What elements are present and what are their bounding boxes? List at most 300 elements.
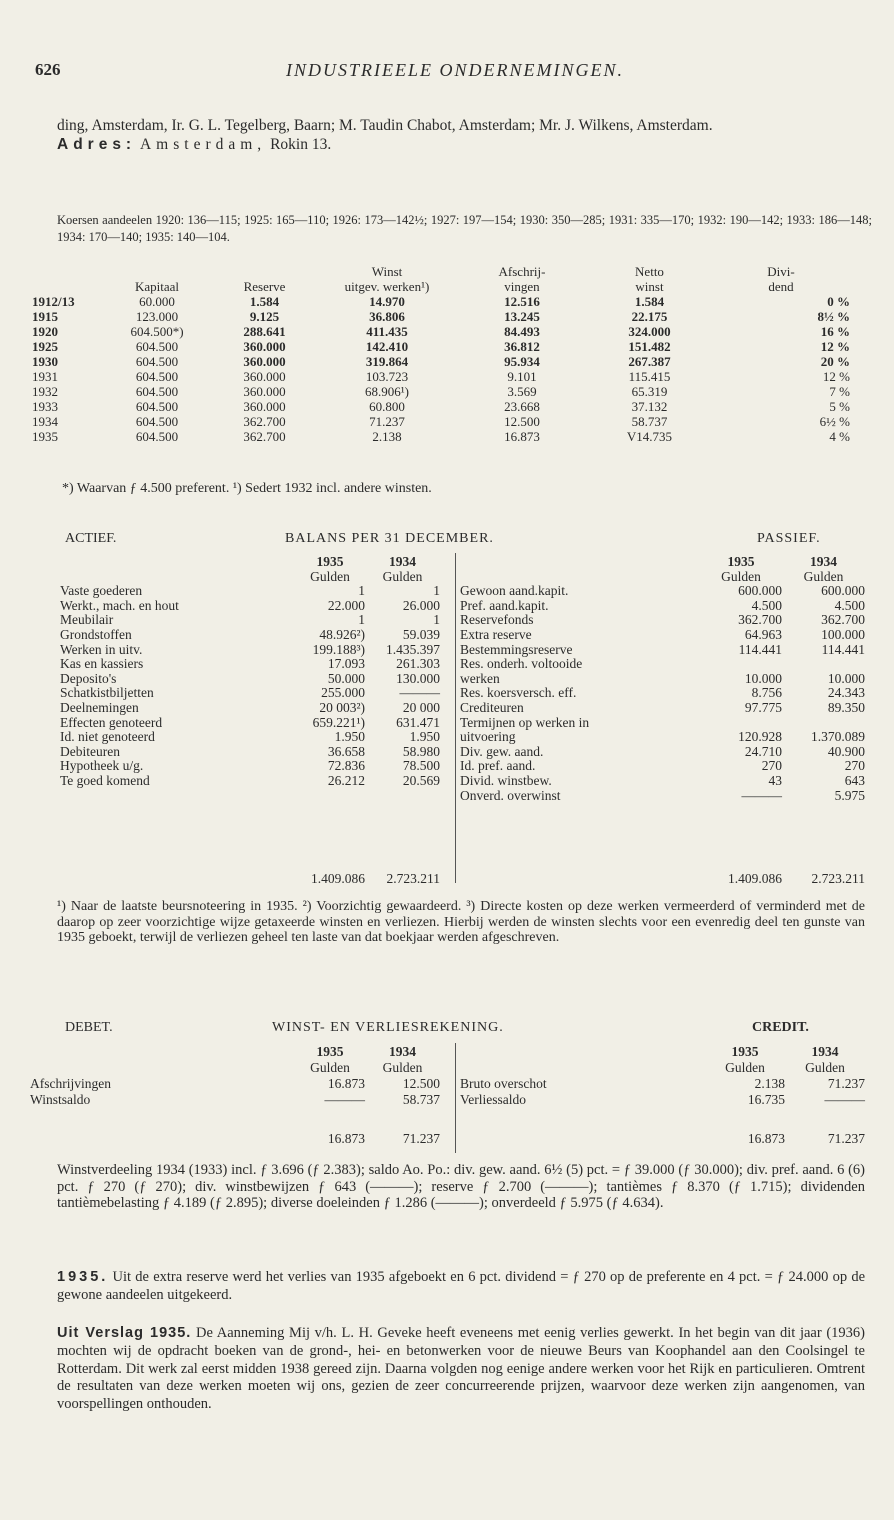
passief-value-1935: 270 xyxy=(761,758,782,774)
actief-label: Deposito's xyxy=(60,670,117,686)
actief-total-1935: 1.409.086 xyxy=(311,871,365,886)
results-year: 1934 xyxy=(32,414,58,429)
address-label: Adres: xyxy=(57,136,137,153)
passief-label: Crediteuren xyxy=(460,699,524,715)
passief-value-1934: 24.343 xyxy=(827,685,865,701)
passief-row xyxy=(460,613,865,628)
results-cell: 13.245 xyxy=(504,309,540,324)
actief-year-1935: 1935 xyxy=(316,554,344,569)
address-city: Amsterdam, xyxy=(139,136,267,153)
passief-row xyxy=(460,701,865,716)
credit-label: Verliessaldo xyxy=(460,1092,526,1107)
credit-table xyxy=(460,1044,865,1108)
actief-value-1934: 261.303 xyxy=(396,656,440,672)
actief-value-1934: 78.500 xyxy=(402,758,440,774)
results-cell: 360.000 xyxy=(243,339,286,354)
passief-label: Id. pref. aand. xyxy=(460,758,536,774)
passief-value-1935: 114.441 xyxy=(738,641,782,657)
results-year: 1925 xyxy=(32,339,58,354)
results-cell: 60.000 xyxy=(139,294,175,309)
results-header-cell: Afschrij- xyxy=(498,264,546,279)
actief-value-1935: 22.000 xyxy=(327,597,365,613)
actief-value-1934: 20.569 xyxy=(402,772,440,788)
debet-spacer xyxy=(30,1044,295,1060)
passief-row xyxy=(460,628,865,643)
results-cell: 23.668 xyxy=(504,399,540,414)
actief-label: Werkt., mach. en hout xyxy=(60,597,179,613)
results-cell: 362.700 xyxy=(243,414,286,429)
results-year: 1920 xyxy=(32,324,58,339)
actief-label: Kas en kassiers xyxy=(60,656,144,672)
actief-value-1934: 20 000 xyxy=(402,699,440,715)
balans-footnotes: ¹) Naar de laatste beursnoteering in 1935. ²) Voorzichtig gewaardeerd. ³) Directe kosten op deze werken vermeerderd of verminderd met de daarop op zeer voorzichtige wijze getaxeerde winsten en verliezen. Hierbij werden de winsten slechts voor een evenredig deel ten gunste van 1935 geboekt, terwijl de verliezen geheel ten laste van dat boekjaar werden afgeschreven. xyxy=(57,899,865,945)
passief-value-1934 xyxy=(782,657,865,672)
results-cell: 0 % xyxy=(827,294,850,309)
credit-spacer xyxy=(460,1060,705,1076)
passief-row xyxy=(460,716,865,731)
results-footnote: *) Waarvan ƒ 4.500 preferent. ¹) Sedert 1932 incl. andere winsten. xyxy=(62,481,432,496)
actief-spacer xyxy=(60,570,295,585)
paragraph-1935-text: Uit de extra reserve werd het verlies van 1935 afgeboekt en 6 pct. dividend = ƒ 270 op de preferente en 4 pct. = ƒ 24.000 op de gewone aandeelen uitgekeerd. xyxy=(57,1269,866,1303)
passief-value-1935: 600.000 xyxy=(738,583,782,599)
passief-unit: Gulden xyxy=(803,568,844,584)
actief-value-1935: 659.221¹) xyxy=(312,714,365,730)
results-cell: 142.410 xyxy=(365,339,409,354)
verslag-label: Uit Verslag 1935. xyxy=(57,1325,192,1341)
actief-row xyxy=(60,774,440,789)
actief-label: Hypotheek u/g. xyxy=(60,758,144,774)
actief-total-1934: 2.723.211 xyxy=(386,871,440,886)
passief-unit: Gulden xyxy=(721,568,761,584)
actief-row xyxy=(60,584,440,599)
results-cell: 360.000 xyxy=(243,399,286,414)
actief-value-1934: 631.471 xyxy=(396,714,440,730)
results-cell: 103.723 xyxy=(365,369,409,384)
results-cell: 65.319 xyxy=(631,384,668,399)
debet-unit: Gulden xyxy=(382,1060,423,1075)
passief-row xyxy=(460,774,865,789)
actief-year-row xyxy=(60,555,440,570)
winst-divider xyxy=(455,1043,456,1153)
actief-row xyxy=(60,716,440,731)
passief-label: Bestemmingsreserve xyxy=(460,641,573,657)
actief-value-1935: 17.093 xyxy=(327,656,365,672)
actief-row xyxy=(60,643,440,658)
results-cell: 6½ % xyxy=(819,414,850,429)
actief-value-1934: 58.980 xyxy=(402,743,440,759)
actief-value-1934: 1.435.397 xyxy=(386,641,440,657)
results-cell: 362.700 xyxy=(243,429,286,444)
results-cell: 123.000 xyxy=(135,309,179,324)
results-cell: 4 % xyxy=(829,429,850,444)
actief-value-1935: 48.926²) xyxy=(319,626,365,642)
passief-year-row xyxy=(460,555,865,570)
results-cell: 95.934 xyxy=(504,354,540,369)
verslag-text: De Aanneming Mij v/h. L. H. Geveke heeft eveneens met eenig verlies gewerkt. In het begin van dit jaar (1936) mochten wij de opdracht boeken van de grond-, hei- en betonwerken voor de nieuwe Beurs van Koophandel aan den Coolsingel te Rotterdam. Dit werk zal eerst midden 1938 gereed zijn. Daarna volgden nog eenige andere werken voor het Rijk en particulieren. Omtrent de resultaten van deze werken moeten wij ons, gezien de zeer concurreerende prijzen, waarvoor deze werken zijn aangenomen, van voorspellingen onthouden. xyxy=(57,1325,866,1413)
passief-value-1934: 1.370.089 xyxy=(811,729,865,745)
actief-value-1934: 26.000 xyxy=(402,597,440,613)
actief-row xyxy=(60,759,440,774)
passief-table xyxy=(460,555,865,803)
results-row xyxy=(32,339,850,354)
results-cell: 267.387 xyxy=(628,354,671,369)
actief-value-1935: 199.188³) xyxy=(312,641,365,657)
actief-value-1935: 36.658 xyxy=(327,743,365,759)
results-row xyxy=(32,354,850,369)
passief-value-1935: 4.500 xyxy=(751,597,782,613)
results-row xyxy=(32,414,850,429)
passief-label: Onverd. overwinst xyxy=(460,787,561,803)
page-header xyxy=(35,60,875,84)
debet-value-1934: 58.737 xyxy=(402,1092,440,1107)
results-header-cell: Reserve xyxy=(243,279,286,294)
passief-row xyxy=(460,686,865,701)
passief-value-1934: 5.975 xyxy=(834,787,865,803)
results-header-cell: winst xyxy=(635,279,664,294)
passief-row xyxy=(460,789,865,804)
debet-year-1934: 1934 xyxy=(389,1044,416,1059)
debet-unit-row xyxy=(30,1060,440,1076)
actief-row xyxy=(60,613,440,628)
passief-total-1934: 2.723.211 xyxy=(811,871,865,886)
passief-row xyxy=(460,730,865,745)
actief-label: Schatkistbiljetten xyxy=(60,685,154,701)
results-cell: V14.735 xyxy=(626,429,673,444)
debet-year-row xyxy=(30,1044,440,1060)
debet-total-1935: 16.873 xyxy=(327,1131,365,1146)
results-cell: 604.500*) xyxy=(130,324,184,339)
passief-value-1935 xyxy=(700,716,782,731)
passief-value-1934: 362.700 xyxy=(821,612,865,628)
actief-value-1935: 20 003²) xyxy=(319,699,365,715)
actief-value-1935: 72.836 xyxy=(327,758,365,774)
actief-row xyxy=(60,657,440,672)
passief-label: uitvoering xyxy=(460,729,516,745)
actief-value-1934: 59.039 xyxy=(402,626,440,642)
results-row xyxy=(32,384,850,399)
results-cell: 604.500 xyxy=(135,369,179,384)
results-row xyxy=(32,369,850,384)
actief-value-1935: 255.000 xyxy=(321,685,365,701)
results-header-cell: uitgev. werken¹) xyxy=(344,279,430,294)
results-cell: 360.000 xyxy=(243,384,286,399)
results-row xyxy=(32,309,850,324)
passief-row xyxy=(460,657,865,672)
results-header-cell: Netto xyxy=(635,264,664,279)
passief-value-1935 xyxy=(700,657,782,672)
intro-paragraph xyxy=(57,116,865,154)
results-cell: 20 % xyxy=(820,354,850,369)
results-cell: 71.237 xyxy=(369,414,405,429)
results-year: 1932 xyxy=(32,384,58,399)
credit-row xyxy=(460,1092,865,1108)
results-header-row xyxy=(32,279,850,294)
passief-value-1935: 10.000 xyxy=(744,670,782,686)
credit-unit: Gulden xyxy=(805,1060,845,1075)
actief-label: Effecten genoteerd xyxy=(60,714,163,730)
actief-label: Grondstoffen xyxy=(60,626,132,642)
results-year: 1933 xyxy=(32,399,58,414)
credit-total-1934: 71.237 xyxy=(827,1131,865,1146)
actief-value-1934: ——— xyxy=(399,685,440,701)
passief-row xyxy=(460,672,865,687)
passief-label: Res. onderh. voltooide xyxy=(460,656,583,672)
actief-label: Deelnemingen xyxy=(60,699,139,715)
actief-row xyxy=(60,701,440,716)
results-cell: 604.500 xyxy=(135,339,179,354)
passief-value-1935: 120.928 xyxy=(738,729,782,745)
credit-row xyxy=(460,1076,865,1092)
results-cell: 7 % xyxy=(829,384,850,399)
passief-spacer xyxy=(460,570,700,585)
results-cell: 5 % xyxy=(829,399,850,414)
credit-total-row xyxy=(460,1132,865,1147)
results-header-cell: Divi- xyxy=(767,264,795,279)
results-cell: 604.500 xyxy=(135,354,179,369)
passief-label: Termijnen op werken in xyxy=(460,714,590,730)
results-row xyxy=(32,399,850,414)
actief-row xyxy=(60,730,440,745)
actief-label: Werken in uitv. xyxy=(60,641,143,657)
passief-value-1935: ——— xyxy=(741,787,782,803)
results-year: 1930 xyxy=(32,354,58,369)
results-cell: 22.175 xyxy=(631,309,668,324)
passief-value-1935: 64.963 xyxy=(744,626,782,642)
actief-unit: Gulden xyxy=(310,568,350,584)
actief-label: Id. niet genoteerd xyxy=(60,729,155,745)
results-header-cell xyxy=(32,264,102,279)
credit-year-1934: 1934 xyxy=(811,1044,839,1059)
results-cell: 2.138 xyxy=(372,429,402,444)
results-cell: 12 % xyxy=(822,369,850,384)
credit-year-1935: 1935 xyxy=(731,1044,759,1059)
results-cell: 58.737 xyxy=(631,414,668,429)
actief-row xyxy=(60,686,440,701)
results-table xyxy=(32,264,850,444)
results-cell: 12 % xyxy=(820,339,850,354)
results-cell: 8½ % xyxy=(817,309,850,324)
actief-value-1934: 1 xyxy=(433,612,440,628)
actief-value-1935: 1 xyxy=(358,612,365,628)
results-cell: 16 % xyxy=(820,324,850,339)
actief-value-1935: 50.000 xyxy=(327,670,365,686)
balans-title: BALANS PER 31 DECEMBER. xyxy=(285,531,494,546)
results-header-cell xyxy=(32,279,102,294)
credit-value-1934: 71.237 xyxy=(827,1076,865,1091)
address-street: Rokin 13. xyxy=(270,136,332,153)
paragraph-1935-label: 1935. xyxy=(57,1269,109,1285)
debet-label: Afschrijvingen xyxy=(30,1076,111,1091)
passief-row xyxy=(460,599,865,614)
passief-year-1934: 1934 xyxy=(810,554,837,569)
passief-value-1934: 10.000 xyxy=(827,670,865,686)
passief-value-1935: 97.775 xyxy=(744,699,782,715)
running-title: INDUSTRIEELE ONDERNEMINGEN. xyxy=(286,60,624,80)
passief-value-1935: 362.700 xyxy=(738,612,782,628)
actief-label: Debiteuren xyxy=(60,743,120,759)
results-cell: 151.482 xyxy=(628,339,671,354)
debet-total-row xyxy=(30,1132,440,1147)
credit-unit: Gulden xyxy=(725,1060,765,1075)
results-cell: 16.873 xyxy=(504,429,540,444)
debet-table xyxy=(30,1044,440,1108)
passief-row xyxy=(460,759,865,774)
actief-value-1934: 1 xyxy=(433,583,440,599)
actief-unit-row xyxy=(60,570,440,585)
results-cell: 360.000 xyxy=(243,369,286,384)
results-header-cell: vingen xyxy=(504,279,540,294)
passief-total-row xyxy=(460,872,865,887)
credit-unit-row xyxy=(460,1060,865,1076)
balans-left-title: ACTIEF. xyxy=(65,531,117,546)
results-row xyxy=(32,429,850,444)
credit-year-row xyxy=(460,1044,865,1060)
paragraph-verslag xyxy=(57,1325,865,1414)
passief-label: Divid. winstbew. xyxy=(460,772,552,788)
debet-year-1935: 1935 xyxy=(316,1044,344,1059)
results-cell: 1.584 xyxy=(249,294,280,309)
results-cell: 288.641 xyxy=(243,324,286,339)
passief-value-1934: 643 xyxy=(844,772,865,788)
passief-label: Gewoon aand.kapit. xyxy=(460,583,569,599)
page-number: 626 xyxy=(35,60,61,79)
actief-unit: Gulden xyxy=(382,568,423,584)
passief-value-1934: 114.441 xyxy=(821,641,865,657)
intro-text: ding, Amsterdam, Ir. G. L. Tegelberg, Baarn; M. Taudin Chabot, Amsterdam; Mr. J. Wilkens, Amsterdam. xyxy=(57,117,713,134)
results-header-cell: dend xyxy=(768,279,794,294)
results-cell: 68.906¹) xyxy=(365,384,409,399)
passief-value-1934: 600.000 xyxy=(821,583,865,599)
results-cell: 604.500 xyxy=(135,384,179,399)
actief-value-1935: 26.212 xyxy=(327,772,365,788)
debet-value-1935: ——— xyxy=(324,1092,365,1107)
results-cell: 12.500 xyxy=(504,414,540,429)
credit-value-1935: 16.735 xyxy=(747,1092,785,1107)
debet-label: Winstsaldo xyxy=(30,1092,91,1107)
results-cell: 37.132 xyxy=(631,399,668,414)
passief-year-1935: 1935 xyxy=(727,554,755,569)
actief-value-1935: 1 xyxy=(358,583,365,599)
results-header-cell: Winst xyxy=(371,264,403,279)
actief-value-1934: 1.950 xyxy=(409,729,440,745)
passief-label: werken xyxy=(460,670,500,686)
debet-row xyxy=(30,1092,440,1108)
results-year: 1935 xyxy=(32,429,58,444)
results-cell: 14.970 xyxy=(369,294,405,309)
results-cell: 9.125 xyxy=(249,309,280,324)
debet-total-1934: 71.237 xyxy=(402,1131,440,1146)
passief-value-1935: 24.710 xyxy=(744,743,782,759)
actief-total-row xyxy=(60,872,440,887)
paragraph-1935 xyxy=(57,1268,865,1304)
passief-spacer xyxy=(460,555,700,570)
passief-row xyxy=(460,745,865,760)
actief-spacer xyxy=(60,555,295,570)
passief-label: Pref. aand.kapit. xyxy=(460,597,549,613)
actief-year-1934: 1934 xyxy=(389,554,416,569)
results-cell: 36.812 xyxy=(504,339,540,354)
results-year: 1931 xyxy=(32,369,58,384)
passief-value-1934 xyxy=(782,716,865,731)
actief-row xyxy=(60,599,440,614)
results-cell: 12.516 xyxy=(504,294,540,309)
passief-value-1934: 270 xyxy=(844,758,865,774)
passief-value-1935: 8.756 xyxy=(751,685,782,701)
passief-row xyxy=(460,643,865,658)
credit-spacer xyxy=(460,1044,705,1060)
actief-value-1935: 1.950 xyxy=(334,729,365,745)
winst-left-title: DEBET. xyxy=(65,1020,113,1035)
results-row xyxy=(32,294,850,309)
passief-unit-row xyxy=(460,570,865,585)
debet-unit: Gulden xyxy=(310,1060,350,1075)
balans-right-title: PASSIEF. xyxy=(757,531,821,546)
passief-value-1934: 89.350 xyxy=(827,699,865,715)
passief-value-1934: 4.500 xyxy=(834,597,865,613)
winst-right-title: CREDIT. xyxy=(752,1020,809,1035)
results-header-cell xyxy=(212,264,317,279)
passief-row xyxy=(460,584,865,599)
results-cell: 60.800 xyxy=(369,399,405,414)
passief-label: Div. gew. aand. xyxy=(460,743,544,759)
results-year: 1915 xyxy=(32,309,58,324)
credit-value-1934: ——— xyxy=(824,1092,865,1107)
results-cell: 9.101 xyxy=(507,369,537,384)
results-cell: 604.500 xyxy=(135,399,179,414)
passief-label: Reservefonds xyxy=(460,612,534,628)
actief-table xyxy=(60,555,440,789)
results-cell: 604.500 xyxy=(135,414,179,429)
results-cell: 3.569 xyxy=(507,384,537,399)
passief-value-1935: 43 xyxy=(768,772,782,788)
koersen-line: Koersen aandeelen 1920: 136—115; 1925: 165—110; 1926: 173—142½; 1927: 197—154; 1930: 350—285; 1931: 335—170; 1932: 190—142; 1933: 186—148; 1934: 170—140; 1935: 140—104. xyxy=(57,213,872,244)
results-header-cell xyxy=(102,264,212,279)
debet-row xyxy=(30,1076,440,1092)
results-cell: 319.864 xyxy=(365,354,409,369)
results-header-row xyxy=(32,264,850,279)
results-row xyxy=(32,324,850,339)
results-cell: 604.500 xyxy=(135,429,179,444)
results-cell: 84.493 xyxy=(504,324,540,339)
actief-row xyxy=(60,672,440,687)
debet-value-1934: 12.500 xyxy=(402,1076,440,1091)
passief-value-1934: 40.900 xyxy=(827,743,865,759)
results-cell: 360.000 xyxy=(243,354,286,369)
passief-label: Res. koersversch. eff. xyxy=(460,685,577,701)
passief-total-1935: 1.409.086 xyxy=(728,871,782,886)
actief-label: Te goed komend xyxy=(60,772,150,788)
results-cell: 1.584 xyxy=(634,294,665,309)
passief-value-1934: 100.000 xyxy=(821,626,865,642)
credit-label: Bruto overschot xyxy=(460,1076,547,1091)
actief-label: Vaste goederen xyxy=(60,583,143,599)
passief-label: Extra reserve xyxy=(460,626,532,642)
actief-row xyxy=(60,628,440,643)
winst-title: WINST- EN VERLIESREKENING. xyxy=(272,1020,504,1035)
actief-row xyxy=(60,745,440,760)
results-year: 1912/13 xyxy=(32,294,75,309)
debet-value-1935: 16.873 xyxy=(327,1076,365,1091)
results-header-cell: Kapitaal xyxy=(134,279,180,294)
credit-total-1935: 16.873 xyxy=(747,1131,785,1146)
results-cell: 36.806 xyxy=(369,309,405,324)
actief-label: Meubilair xyxy=(60,612,114,628)
results-cell: 411.435 xyxy=(366,324,408,339)
actief-value-1934: 130.000 xyxy=(396,670,440,686)
winstverdeeling: Winstverdeeling 1934 (1933) incl. ƒ 3.696 (ƒ 2.383); saldo Ao. Po.: div. gew. aand. 6½ (5) pct. = ƒ 39.000 (ƒ 30.000); div. pref. aand. 6 (6) pct. ƒ 270 (ƒ 270); div. winstbewijzen ƒ 643 (———); reserve ƒ 2.700 (———); tantièmes ƒ 8.370 (ƒ 1.715); dividenden tantièmebelasting ƒ 4.189 (ƒ 2.895); diverse doeleinden ƒ 1.286 (———); onverdeeld ƒ 5.975 (ƒ 4.634). xyxy=(57,1162,865,1211)
credit-value-1935: 2.138 xyxy=(754,1076,785,1091)
debet-spacer xyxy=(30,1060,295,1076)
